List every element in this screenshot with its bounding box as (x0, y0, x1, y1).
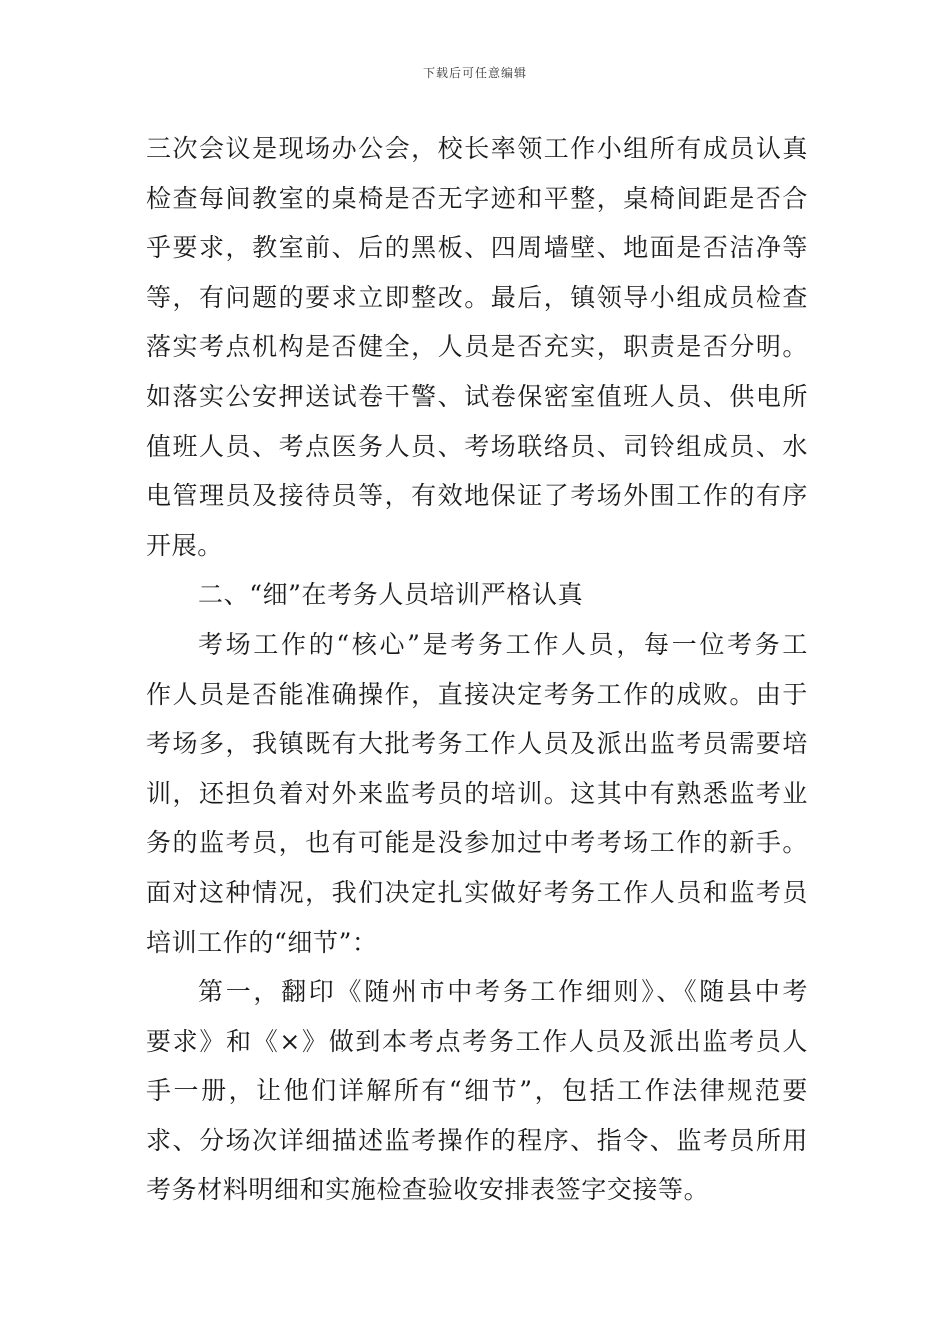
text-line: 考场多，我镇既有大批考务工作人员及派出监考员需要培 (146, 729, 808, 759)
text-line: 第一，翻印《随州市中考务工作细则》、《随县中考 (198, 977, 808, 1007)
text-line: 培训工作的“细节”： (146, 927, 378, 957)
text-line: 值班人员、考点医务人员、考场联络员、司铃组成员、水 (146, 431, 808, 461)
text-line: 落实考点机构是否健全，人员是否充实，职责是否分明。 (146, 332, 808, 362)
text-line: 等，有问题的要求立即整改。最后，镇领导小组成员检查 (146, 282, 808, 312)
section-heading: 二、“细”在考务人员培训严格认真 (198, 580, 584, 610)
text-line: 面对这种情况，我们决定扎实做好考务工作人员和监考员 (146, 877, 808, 907)
text-line: 检查每间教室的桌椅是否无字迹和平整，桌椅间距是否合 (146, 183, 808, 213)
text-line: 乎要求，教室前、后的黑板、四周墙壁、地面是否洁净等 (146, 233, 808, 263)
text-line: 电管理员及接待员等，有效地保证了考场外围工作的有序 (146, 481, 808, 511)
text-line: 如落实公安押送试卷干警、试卷保密室值班人员、供电所 (146, 381, 808, 411)
text-line: 考场工作的“核心”是考务工作人员，每一位考务工 (198, 629, 808, 659)
text-line: 训，还担负着对外来监考员的培训。这其中有熟悉监考业 (146, 778, 808, 808)
text-line: 考务材料明细和实施检查验收安排表签字交接等。 (146, 1175, 710, 1205)
document-body (146, 124, 808, 1215)
text-line: 作人员是否能准确操作，直接决定考务工作的成败。由于 (146, 679, 808, 709)
text-line: 开展。 (146, 530, 223, 560)
text-line: 三次会议是现场办公会，校长率领工作小组所有成员认真 (146, 134, 808, 163)
text-line: 手一册，让他们详解所有“细节”，包括工作法律规范要 (146, 1076, 808, 1106)
text-line: 求、分场次详细描述监考操作的程序、指令、监考员所用 (146, 1125, 808, 1155)
page-header-note: 下载后可任意编辑 (422, 66, 527, 80)
text-line: 务的监考员，也有可能是没参加过中考考场工作的新手。 (146, 828, 808, 858)
text-line: 要求》和《×》做到本考点考务工作人员及派出监考员人 (146, 1026, 808, 1056)
